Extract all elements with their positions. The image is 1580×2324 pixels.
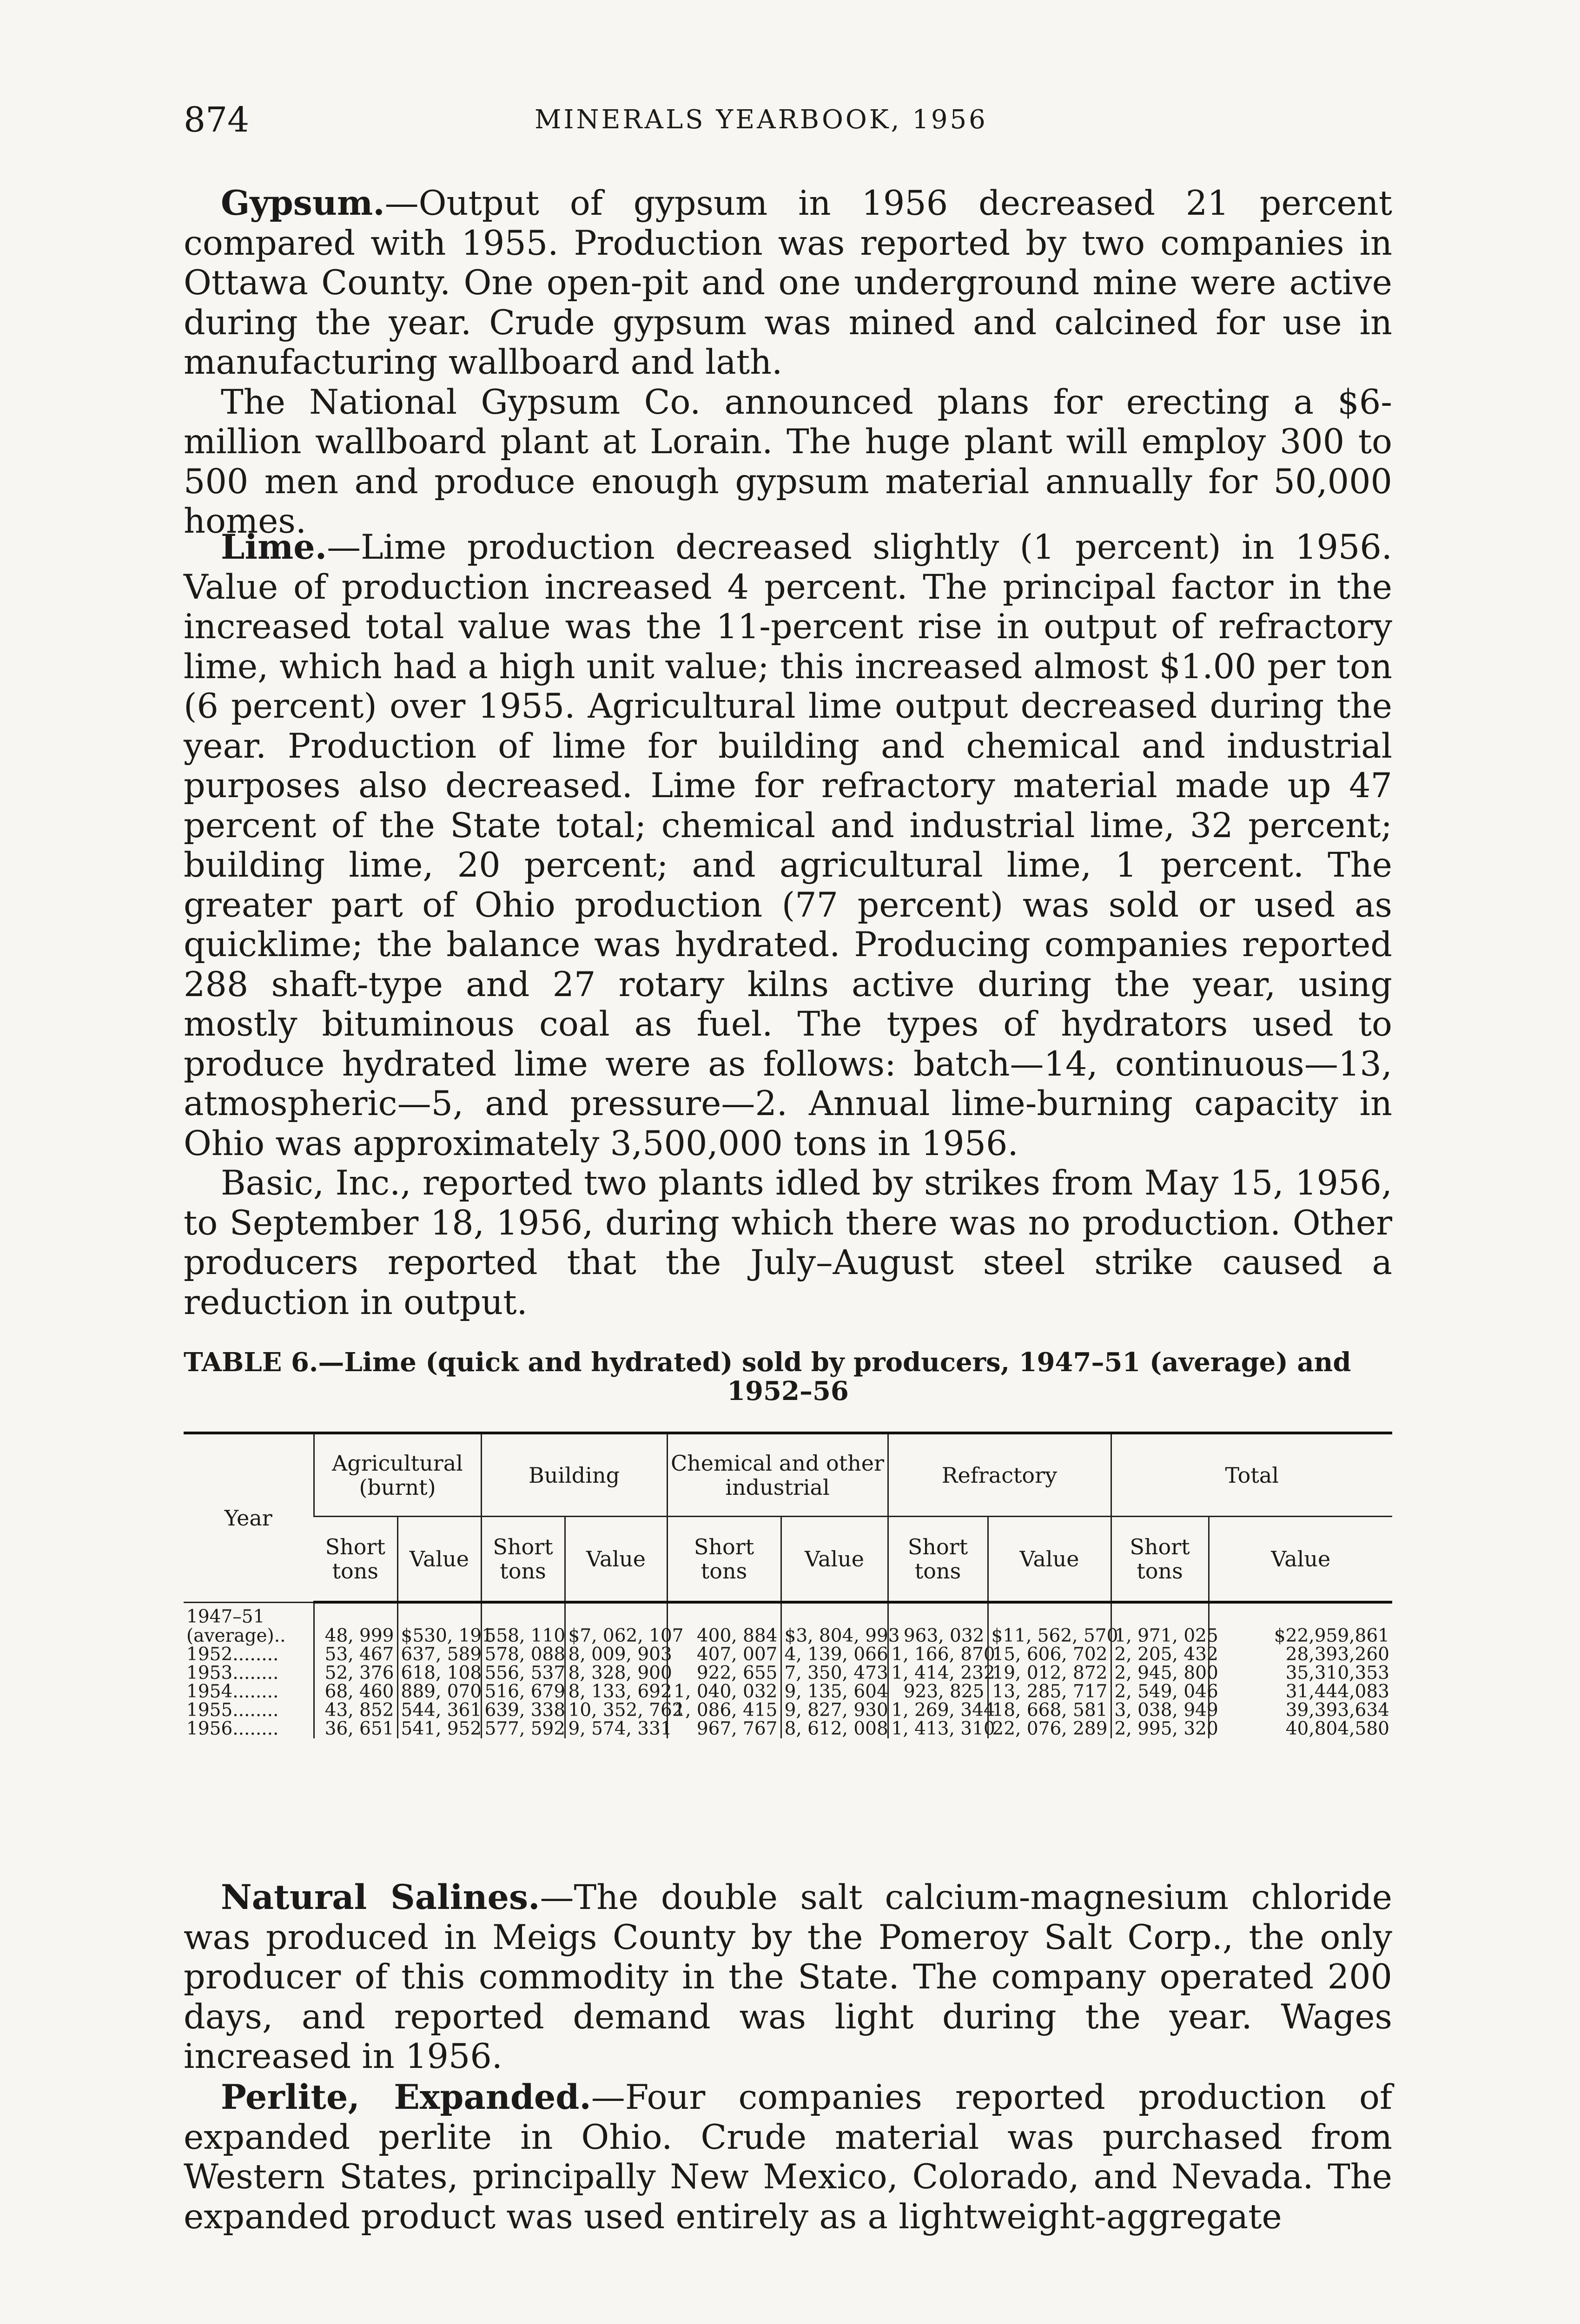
table-cell: 53, 467 (314, 1645, 397, 1664)
sub-header-tons: Short tons (667, 1517, 781, 1603)
table-cell: 1, 971, 025 (1111, 1627, 1209, 1645)
year-cell: 1956........ (186, 1718, 279, 1739)
sub-header-value: Value (565, 1517, 667, 1603)
table-cell: 1, 166, 870 (888, 1645, 988, 1664)
table-cell: 1, 414, 232 (888, 1664, 988, 1683)
table-cell: 541, 952 (397, 1720, 481, 1738)
table-cell: 4, 139, 066 (781, 1645, 888, 1664)
table-cell: 22, 076, 289 (988, 1720, 1111, 1738)
perlite-text: —Four companies reported production of expanded perlite in Ohio. Crude material was purchased from Western States, principally New Mexico, Colorado, and Nevada. The expanded product was used entirely as a lightweight-aggregate (184, 2078, 1393, 2237)
table-cell: 639, 338 (481, 1701, 565, 1720)
table-cell: 8, 328, 900 (565, 1664, 667, 1683)
sub-header-tons: Short tons (314, 1517, 397, 1603)
table-cell: 52, 376 (314, 1664, 397, 1683)
table-row (184, 1720, 1392, 1738)
table-cell: 8, 133, 692 (565, 1683, 667, 1701)
table-cell: 19, 012, 872 (988, 1664, 1111, 1683)
table-cell: $11, 562, 570 (988, 1627, 1111, 1645)
table-caption-line-1: TABLE 6.—Lime (quick and hydrated) sold by producers, 1947–51 (average) and (184, 1347, 1351, 1378)
natural-salines-paragraph (184, 1878, 1392, 2077)
group-header-chemical: Chemical and other industrial (667, 1433, 888, 1517)
table-cell: 407, 007 (667, 1645, 781, 1664)
table-cell: $7, 062, 107 (565, 1627, 667, 1645)
table-cell: 558, 110 (481, 1627, 565, 1645)
sub-header-value: Value (1209, 1517, 1392, 1603)
table-cell: 544, 361 (397, 1701, 481, 1720)
year-cell: 1952........ (186, 1644, 279, 1665)
table-cell: 2, 205, 432 (1111, 1645, 1209, 1664)
perlite-paragraph (184, 2078, 1392, 2237)
table-cell: 9, 574, 331 (565, 1720, 667, 1738)
table-cell: 48, 999 (314, 1627, 397, 1645)
table-cell: 963, 032 (888, 1627, 988, 1645)
running-title: MINERALS YEARBOOK, 1956 (535, 105, 988, 135)
year-cell: 1947–51 (186, 1606, 265, 1628)
year-cell: 1953........ (186, 1663, 279, 1684)
year-cell: (average).. (186, 1625, 286, 1646)
table-cell: 9, 135, 604 (781, 1683, 888, 1701)
table-cell: $530, 191 (397, 1627, 481, 1645)
sub-header-value: Value (397, 1517, 481, 1603)
table-cell: 967, 767 (667, 1720, 781, 1738)
page-header (184, 100, 1392, 142)
table-cell: 889, 070 (397, 1683, 481, 1701)
table-cell: 43, 852 (314, 1701, 397, 1720)
table-cell: 3, 038, 949 (1111, 1701, 1209, 1720)
table-cell: 516, 679 (481, 1683, 565, 1701)
table-cell: 922, 655 (667, 1664, 781, 1683)
perlite-section (184, 2078, 1392, 2237)
group-header-building: Building (481, 1433, 667, 1517)
table-cell: 2, 945, 800 (1111, 1664, 1209, 1683)
table-cell: 618, 108 (397, 1664, 481, 1683)
perlite-heading: Perlite, Expanded. (221, 2077, 591, 2117)
sub-header-tons: Short tons (481, 1517, 565, 1603)
table-cell: 36, 651 (314, 1720, 397, 1738)
table-cell: $3, 804, 993 (781, 1627, 888, 1645)
gypsum-text: —Output of gypsum in 1956 decreased 21 percent compared with 1955. Production was reported by two companies in Ottawa County. One open-pit and one underground mine were active during the year. Crude gypsum was mined and calcined for use in manufacturing wallboard and lath. (184, 184, 1392, 382)
year-cell: 1955........ (186, 1700, 279, 1721)
lime-section (184, 528, 1392, 1322)
table-cell: 7, 350, 473 (781, 1664, 888, 1683)
table-cell: 2, 549, 046 (1111, 1683, 1209, 1701)
group-header-agricultural: Agricultural (burnt) (314, 1433, 481, 1517)
page-number: 874 (184, 100, 250, 140)
table-cell: 9, 827, 930 (781, 1701, 888, 1720)
lime-paragraph-2: Basic, Inc., reported two plants idled by strikes from May 15, 1956, to September 18, 1956, during which there was no production. Other producers reported that the July–August steel strike caused a reduction in output. (184, 1163, 1392, 1322)
table-cell: 577, 592 (481, 1720, 565, 1738)
table-caption (184, 1348, 1392, 1406)
natural-salines-section (184, 1878, 1392, 2077)
sub-header-value: Value (988, 1517, 1111, 1603)
table-cell: 637, 589 (397, 1645, 481, 1664)
table-row (184, 1602, 1392, 1627)
table-row (184, 1664, 1392, 1683)
natural-salines-text: —The double salt calcium-magnesium chloride was produced in Meigs County by the Pomeroy Salt Corp., the only producer of this commodity in the State. The company operated 200 days, and reported demand was light during the year. Wages increased in 1956. (184, 1878, 1392, 2076)
gypsum-paragraph (184, 184, 1392, 383)
table-cell: 400, 884 (667, 1627, 781, 1645)
table-cell: 40,804,580 (1209, 1720, 1392, 1738)
gypsum-section (184, 184, 1392, 541)
table-cell: 8, 612, 008 (781, 1720, 888, 1738)
table-cell: 31,444,083 (1209, 1683, 1392, 1701)
sub-header-tons: Short tons (1111, 1517, 1209, 1603)
year-cell: 1954........ (186, 1681, 279, 1702)
natural-salines-heading: Natural Salines. (221, 1877, 540, 1917)
gypsum-heading: Gypsum. (221, 183, 385, 223)
table-cell: 15, 606, 702 (988, 1645, 1111, 1664)
lime-text: —Lime production decreased slightly (1 percent) in 1956. Value of production increased 4 percent. The principal factor in the increased total value was the 11-percent rise in output of refractory lime, which had a high unit value; this increased almost $1.00 per ton (6 percent) over 1955. Agricultural lime output decreased during the year. Production of lime for building and chemical and industrial purposes also decreased. Lime for refractory material made up 47 percent of the State total; chemical and industrial lime, 32 percent; building lime, 20 percent; and agricultural lime, 1 percent. The greater part of Ohio production (77 percent) was sold or used as quicklime; the balance was hydrated. Producing companies reported 288 shaft-type and 27 rotary kilns active during the year, using mostly bituminous coal as fuel. The types of hydrators used to produce hydrated lime were as follows: batch—14, continuous—13, atmospheric—5, and pressure—2. Annual lime-burning capacity in Ohio was approximately 3,500,000 tons in 1956. (184, 528, 1392, 1163)
table-cell: 10, 352, 762 (565, 1701, 667, 1720)
table-cell: 1, 086, 415 (667, 1701, 781, 1720)
group-header-total: Total (1111, 1433, 1392, 1517)
table-row (184, 1645, 1392, 1664)
lime-paragraph (184, 528, 1392, 1163)
lime-table (184, 1432, 1392, 1738)
table-cell: 1, 040, 032 (667, 1683, 781, 1701)
year-header: Year (184, 1433, 314, 1602)
table-row (184, 1683, 1392, 1701)
table-cell: 2, 995, 320 (1111, 1720, 1209, 1738)
table-cell: 39,393,634 (1209, 1701, 1392, 1720)
table-cell: 1, 269, 344 (888, 1701, 988, 1720)
sub-header-value: Value (781, 1517, 888, 1603)
table-cell: 556, 537 (481, 1664, 565, 1683)
table-cell: 578, 088 (481, 1645, 565, 1664)
table-cell: 923, 825 (888, 1683, 988, 1701)
table-cell: $22,959,861 (1209, 1627, 1392, 1645)
sub-header-tons: Short tons (888, 1517, 988, 1603)
table-cell: 68, 460 (314, 1683, 397, 1701)
table-row (184, 1701, 1392, 1720)
table-caption-line-2: 1952–56 (727, 1376, 849, 1406)
table-cell: 35,310,353 (1209, 1664, 1392, 1683)
table-cell: 13, 285, 717 (988, 1683, 1111, 1701)
lime-heading: Lime. (221, 527, 327, 567)
table-cell: 8, 009, 903 (565, 1645, 667, 1664)
table-row (184, 1627, 1392, 1645)
table-cell: 1, 413, 310 (888, 1720, 988, 1738)
table-cell: 18, 668, 581 (988, 1701, 1111, 1720)
table-cell: 28,393,260 (1209, 1645, 1392, 1664)
gypsum-paragraph-2: The National Gypsum Co. announced plans for erecting a $6-million wallboard plant at Lorain. The huge plant will employ 300 to 500 men and produce enough gypsum material annually for 50,000 homes. (184, 382, 1392, 541)
group-header-refractory: Refractory (888, 1433, 1111, 1517)
